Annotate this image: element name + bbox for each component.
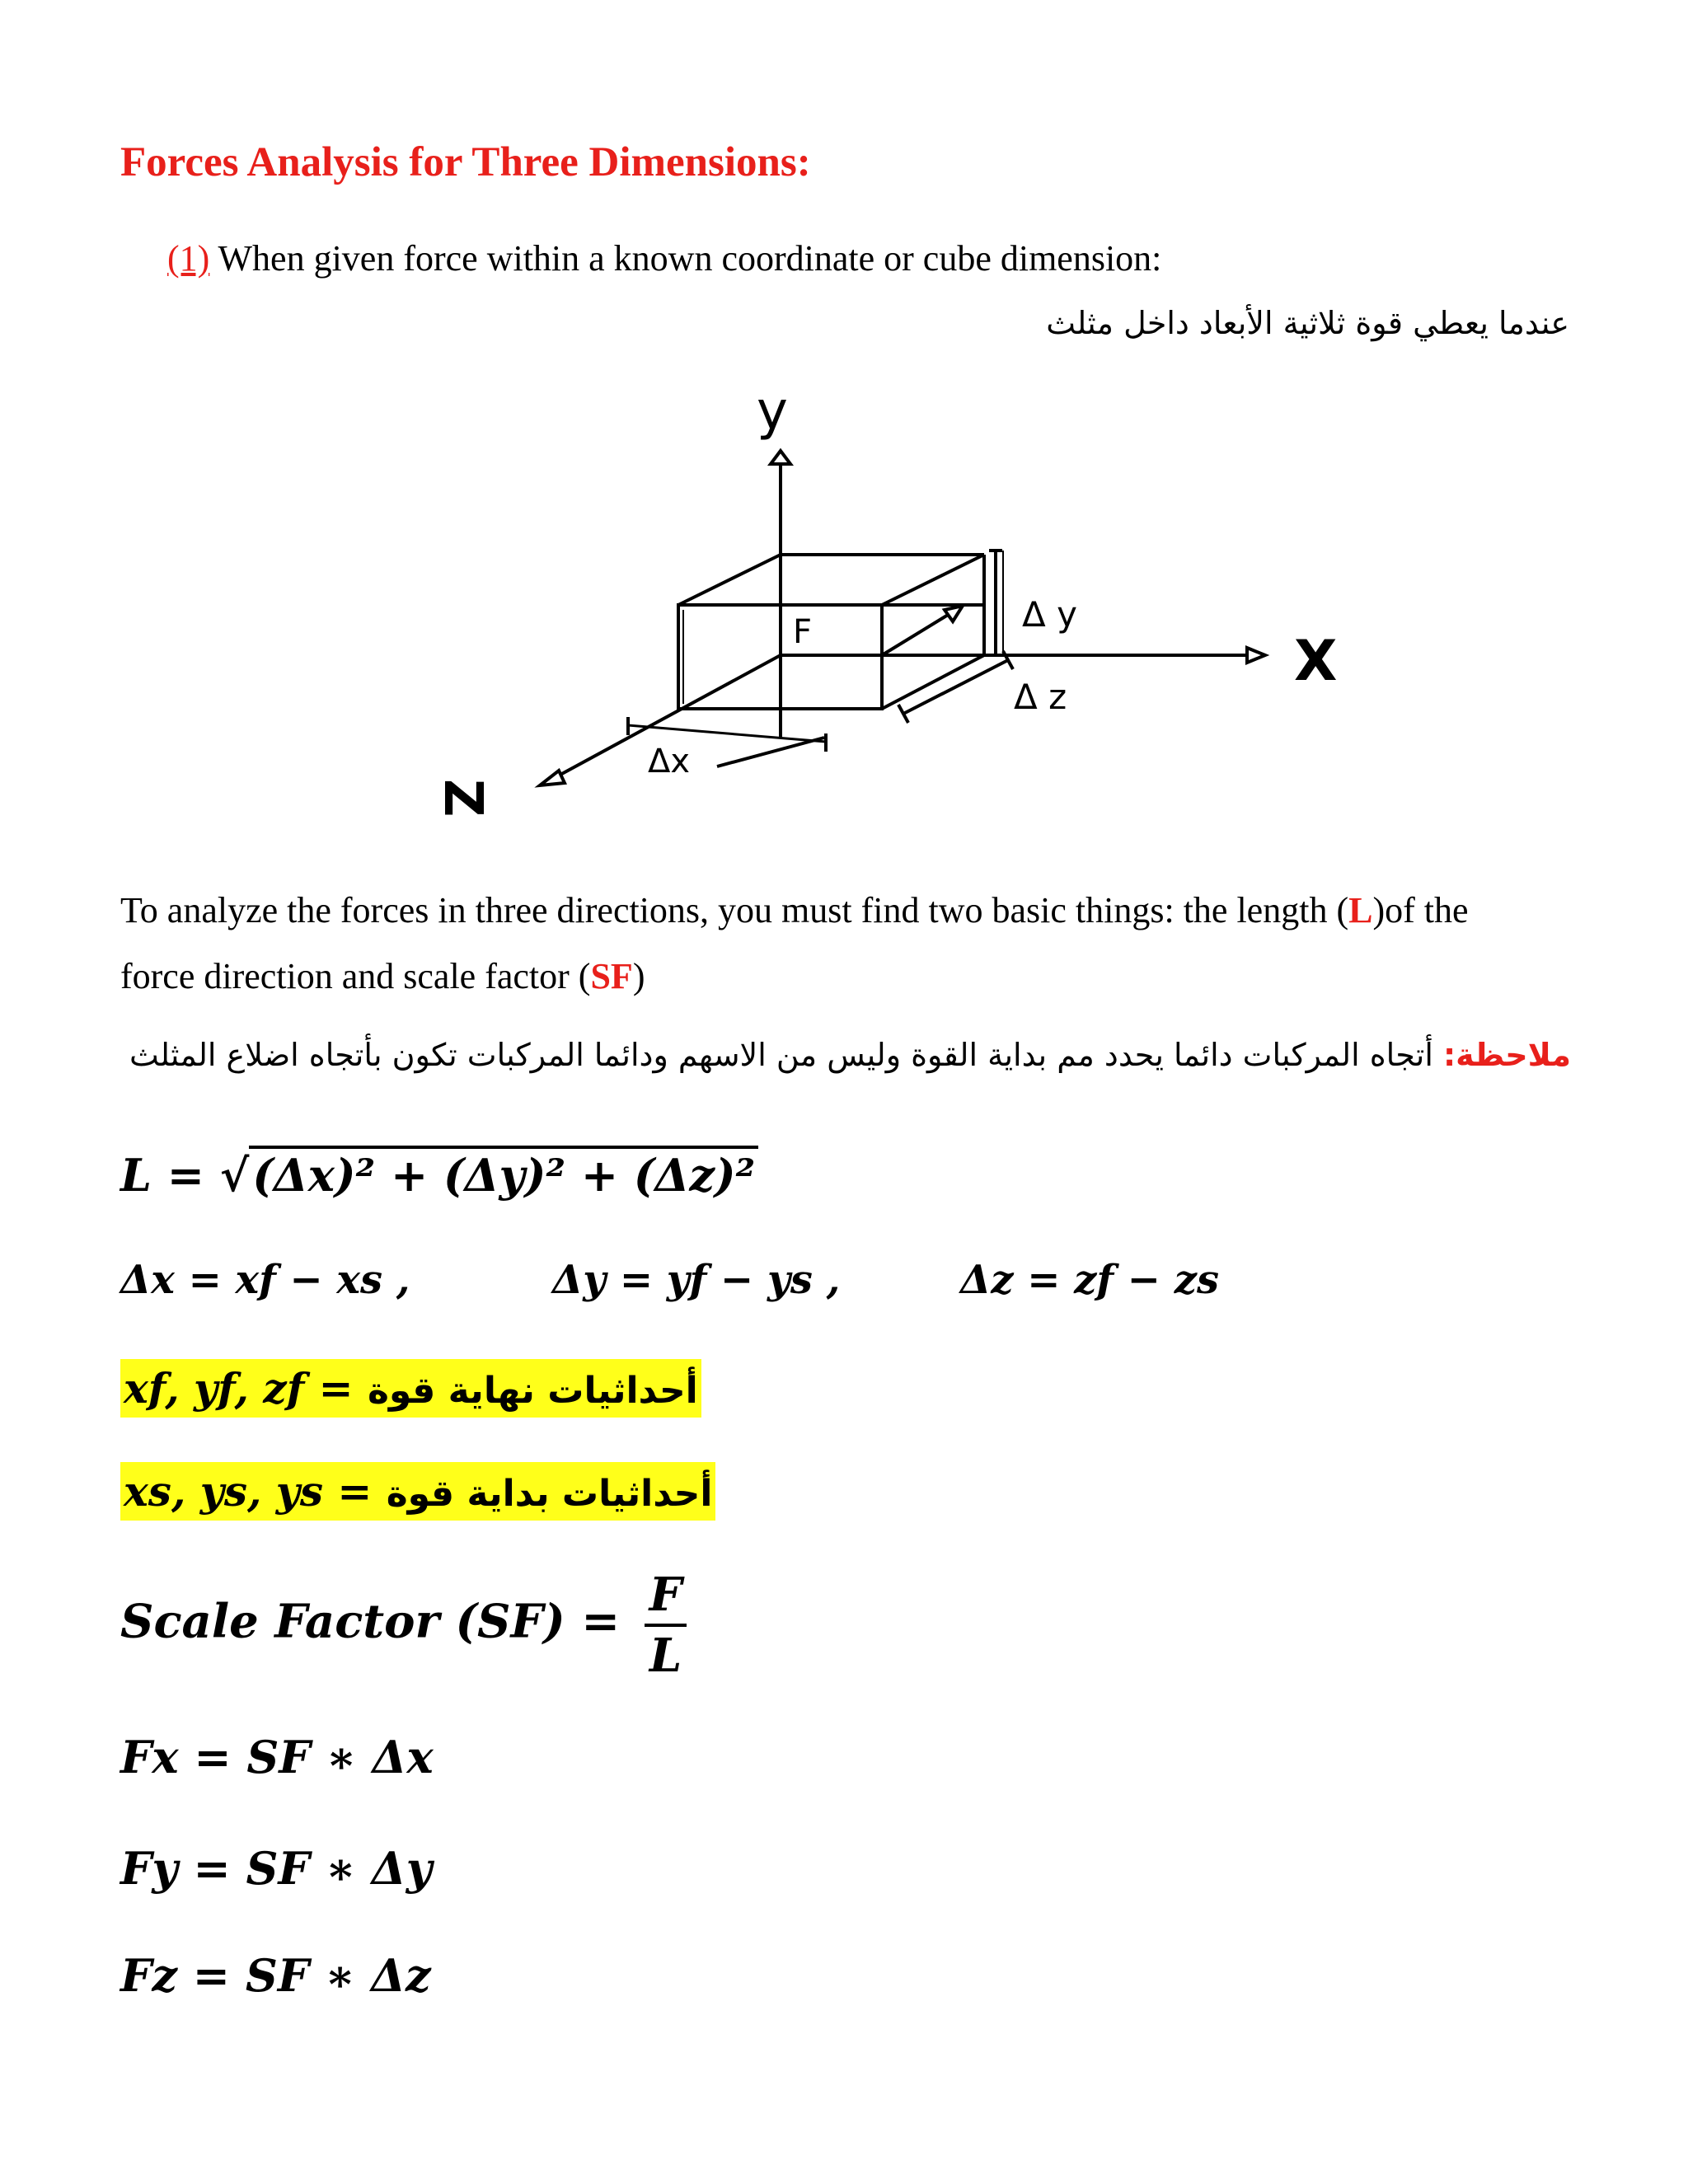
length-equation-lhs: L = [120, 1149, 220, 1202]
x-axis-label: X [1294, 629, 1338, 694]
intro-text: To analyze the forces in three directions, you must find two basic things: the length ( [120, 890, 1349, 930]
fy-equation: Fy = SF ∗ Δy [120, 1842, 433, 1895]
cube-coordinate-diagram [124, 371, 1566, 865]
intro-text: )of the [1372, 890, 1469, 930]
intro-text: ) [632, 956, 645, 996]
end-coordinate-vars: xf, yf, zf = [124, 1364, 368, 1413]
fz-equation: Fz = SF ∗ Δz [120, 1949, 431, 2002]
case-1-arabic: عندما يعطي قوة ثلاثية الأبعاد داخل مثلث [1046, 305, 1569, 341]
force-label: F [793, 613, 813, 651]
length-equation: L = √(Δx)² + (Δy)² + (Δz)² [120, 1146, 758, 1202]
scale-factor-equation [120, 1566, 687, 1685]
intro-paragraph-line-1 [120, 878, 1571, 944]
force-arrow-head [945, 606, 963, 621]
length-equation-radicand: (Δx)² + (Δy)² + (Δz)² [249, 1146, 758, 1202]
case-text: When given force within a known coordinate or cube dimension: [209, 238, 1162, 279]
length-symbol: L [1348, 890, 1373, 930]
case-1-heading [167, 237, 1161, 279]
note-label: ملاحظة: [1442, 1037, 1571, 1073]
delta-y-equation: Δy = yf − ys , [552, 1257, 841, 1303]
note-text: أتجاه المركبات دائما يحدد مم بداية القوة وليس من الاسهم ودائما المركبات تكون بأتجاه اضلاع المثلث [129, 1037, 1443, 1073]
scale-factor-symbol: SF [590, 956, 633, 996]
scale-factor-fraction [645, 1566, 687, 1685]
case-number: (1) [167, 238, 210, 279]
start-coordinate-label: أحداثيات بداية قوة [386, 1473, 713, 1515]
start-coordinates-definition [120, 1467, 715, 1516]
dx-label: Δx [648, 743, 691, 780]
force-vector [882, 610, 956, 655]
fraction-numerator: F [645, 1566, 687, 1627]
intro-paragraph-line-2 [120, 944, 1571, 1010]
fraction-denominator: L [649, 1629, 682, 1683]
dz-label: Δ z [1014, 677, 1067, 717]
z-axis-label: Z [432, 779, 493, 818]
x-axis-arrow [1247, 648, 1265, 663]
page-title: Forces Analysis for Three Dimensions: [120, 139, 811, 185]
dy-label: Δ y [1022, 594, 1077, 635]
arabic-note [129, 1037, 1571, 1073]
delta-z-equation: Δz = zf − zs [960, 1257, 1219, 1303]
start-coordinate-vars: xs, ys, ys = [124, 1467, 387, 1516]
end-coordinates-definition [120, 1364, 701, 1413]
z-axis-arrow [540, 771, 565, 785]
scale-factor-lhs: Scale Factor (SF) = [120, 1594, 621, 1649]
intro-text: force direction and scale factor ( [120, 956, 591, 996]
end-coordinate-label: أحداثيات نهاية قوة [367, 1370, 698, 1412]
y-axis-label: y [757, 381, 788, 442]
y-axis-arrow [771, 451, 790, 464]
fx-equation: Fx = SF ∗ Δx [120, 1731, 434, 1783]
delta-x-equation: Δx = xf − xs , [120, 1257, 410, 1303]
